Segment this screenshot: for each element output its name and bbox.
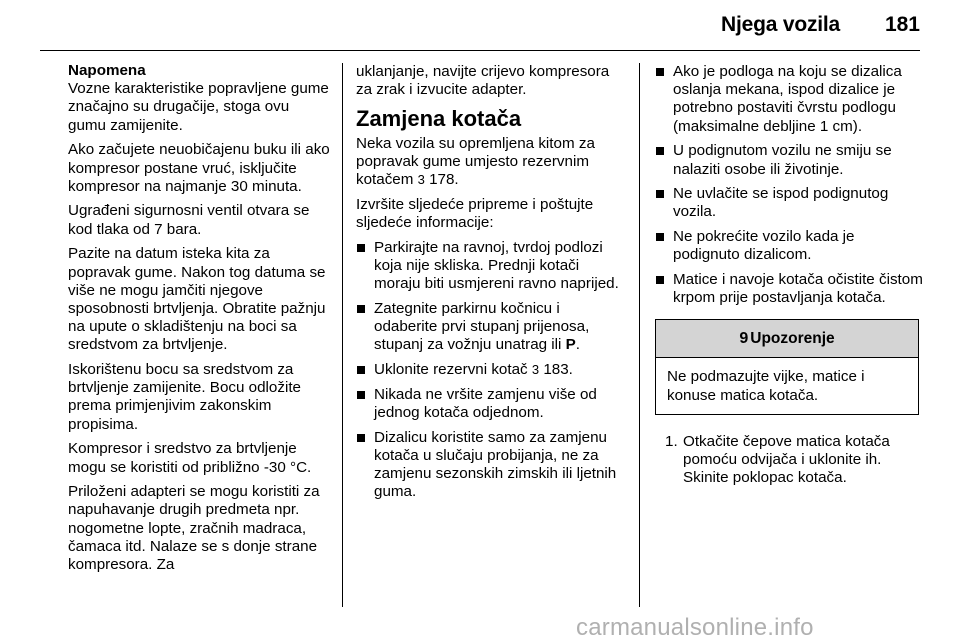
warning-title: Upozorenje (750, 329, 835, 347)
bullet-square-icon (656, 276, 664, 284)
list-item (655, 271, 925, 307)
paragraph: Pazite na datum isteka kita za popravak gume. Nakon tog datuma se više ne mogu jamčiti njegove sposobnosti brtvljenja. Obratite pažnju na upute o skladištenju na boci sa sredstvom za brtvljenje. (68, 245, 326, 354)
list-item (356, 429, 626, 502)
step-item (655, 433, 925, 488)
list-item-text: Ne pokrećite vozilo kada je podignuto dizalicom. (673, 228, 855, 264)
page-header-title: Njega vozila (721, 13, 840, 36)
page-number: 181 (884, 13, 920, 36)
reference-arrow-icon: 3 (417, 172, 425, 188)
bullet-list (356, 239, 626, 502)
section-heading: Zamjena kotača (356, 105, 522, 131)
header-divider (40, 50, 920, 51)
list-item (655, 142, 925, 178)
paragraph: Ako začujete neuobičajenu buku ili ako kompresor postane vruć, isključite kompresor na najmanje 30 minuta. (68, 141, 330, 195)
paragraph (356, 135, 626, 190)
warning-text: Ne podmazujte vijke, matice i konuse matica kotača. (667, 368, 865, 404)
bullet-square-icon (656, 233, 664, 241)
bullet-square-icon (656, 190, 664, 198)
list-item-text: Matice i navoje kotača očistite čistom krpom prije postavljanja kotača. (673, 271, 923, 307)
list-item-text: Zategnite parkirnu kočnicu i odaberite prvi stupanj prijenosa, stupanj za vožnju unatrag ili (374, 300, 590, 354)
warning-triangle-icon: 9 (739, 329, 749, 347)
warning-box (655, 319, 919, 414)
list-item (356, 386, 626, 422)
bullet-square-icon (357, 434, 365, 442)
paragraph: Priloženi adapteri se mogu koristiti za napuhavanje drugih predmeta npr. nogometne lopte, zračnih madraca, čamaca itd. Nalaze se s donje strane kompresora. Za (68, 483, 320, 574)
note-title: Napomena (68, 62, 146, 79)
bullet-square-icon (656, 68, 664, 76)
column-divider (639, 63, 640, 607)
column-left (68, 62, 330, 581)
bullet-square-icon (357, 305, 365, 313)
bullet-square-icon (357, 244, 365, 252)
column-right (655, 63, 925, 487)
step-number: 1. (665, 432, 678, 450)
column-middle (356, 63, 626, 508)
paragraph: Ugrađeni sigurnosni ventil otvara se kod tlaka od 7 bara. (68, 202, 310, 238)
list-item-text: Dizalicu koristite samo za zamjenu kotača u slučaju probijanja, ne za zamjenu sezonskih zimskih ili ljetnih guma. (374, 428, 617, 501)
bullet-square-icon (357, 366, 365, 374)
paragraph-text: Neka vozila su opremljena kitom za popravak gume umjesto rezervnim kotačem (356, 134, 595, 189)
page-reference: 178. (429, 171, 459, 189)
list-item-text: U podignutom vozilu ne smiju se nalaziti osobe ili životinje. (673, 142, 892, 178)
watermark: carmanualsonline.info (576, 614, 814, 641)
bullet-list (655, 63, 925, 307)
column-divider (342, 63, 343, 607)
list-item (655, 185, 925, 221)
step-list (655, 433, 925, 488)
warning-header (656, 320, 918, 358)
list-item-text: Parkirajte na ravnoj, tvrdoj podlozi koja nije skliska. Prednji kotači moraju biti usmjereni ravno naprijed. (374, 238, 619, 293)
list-item-text: Ako je podloga na koju se dizalica oslanja mekana, ispod dizalice je potrebno postaviti čvrstu podlogu (maksimalne debljine 1 cm). (673, 63, 902, 135)
list-item (655, 228, 925, 264)
list-item-text: . (575, 336, 581, 354)
list-item (356, 361, 626, 379)
list-item (356, 300, 626, 355)
step-text: Otkačite čepove matica kotača pomoću odvijača i uklonite ih. Skinite poklopac kotača. (683, 432, 890, 487)
list-item-text: Ne uvlačite se ispod podignutog vozila. (673, 185, 889, 221)
reference-arrow-icon: 3 (531, 362, 540, 378)
list-item-text: Uklonite rezervni kotač (374, 361, 532, 379)
page-reference: 183. (543, 361, 573, 379)
bullet-square-icon (357, 391, 365, 399)
paragraph: Kompresor i sredstvo za brtvljenje mogu se koristiti od približno -30 °C. (68, 440, 312, 476)
paragraph: Vozne karakteristike popravljene gume značajno su drugačije, stoga ovu gumu zamijenite. (68, 80, 329, 134)
list-item (356, 239, 626, 294)
gear-p-label: P (565, 336, 576, 354)
list-item (655, 63, 925, 136)
paragraph: Izvršite sljedeće pripreme i poštujte sljedeće informacije: (356, 196, 594, 232)
list-item-text: Nikada ne vršite zamjenu više od jednog kotača odjednom. (374, 385, 597, 422)
paragraph: uklanjanje, navijte crijevo kompresora za zrak i izvucite adapter. (356, 63, 610, 99)
paragraph: Iskorištenu bocu sa sredstvom za brtvljenje zamijenite. Bocu odložite prema primjenjivim zakonskim propisima. (68, 361, 301, 433)
bullet-square-icon (656, 147, 664, 155)
